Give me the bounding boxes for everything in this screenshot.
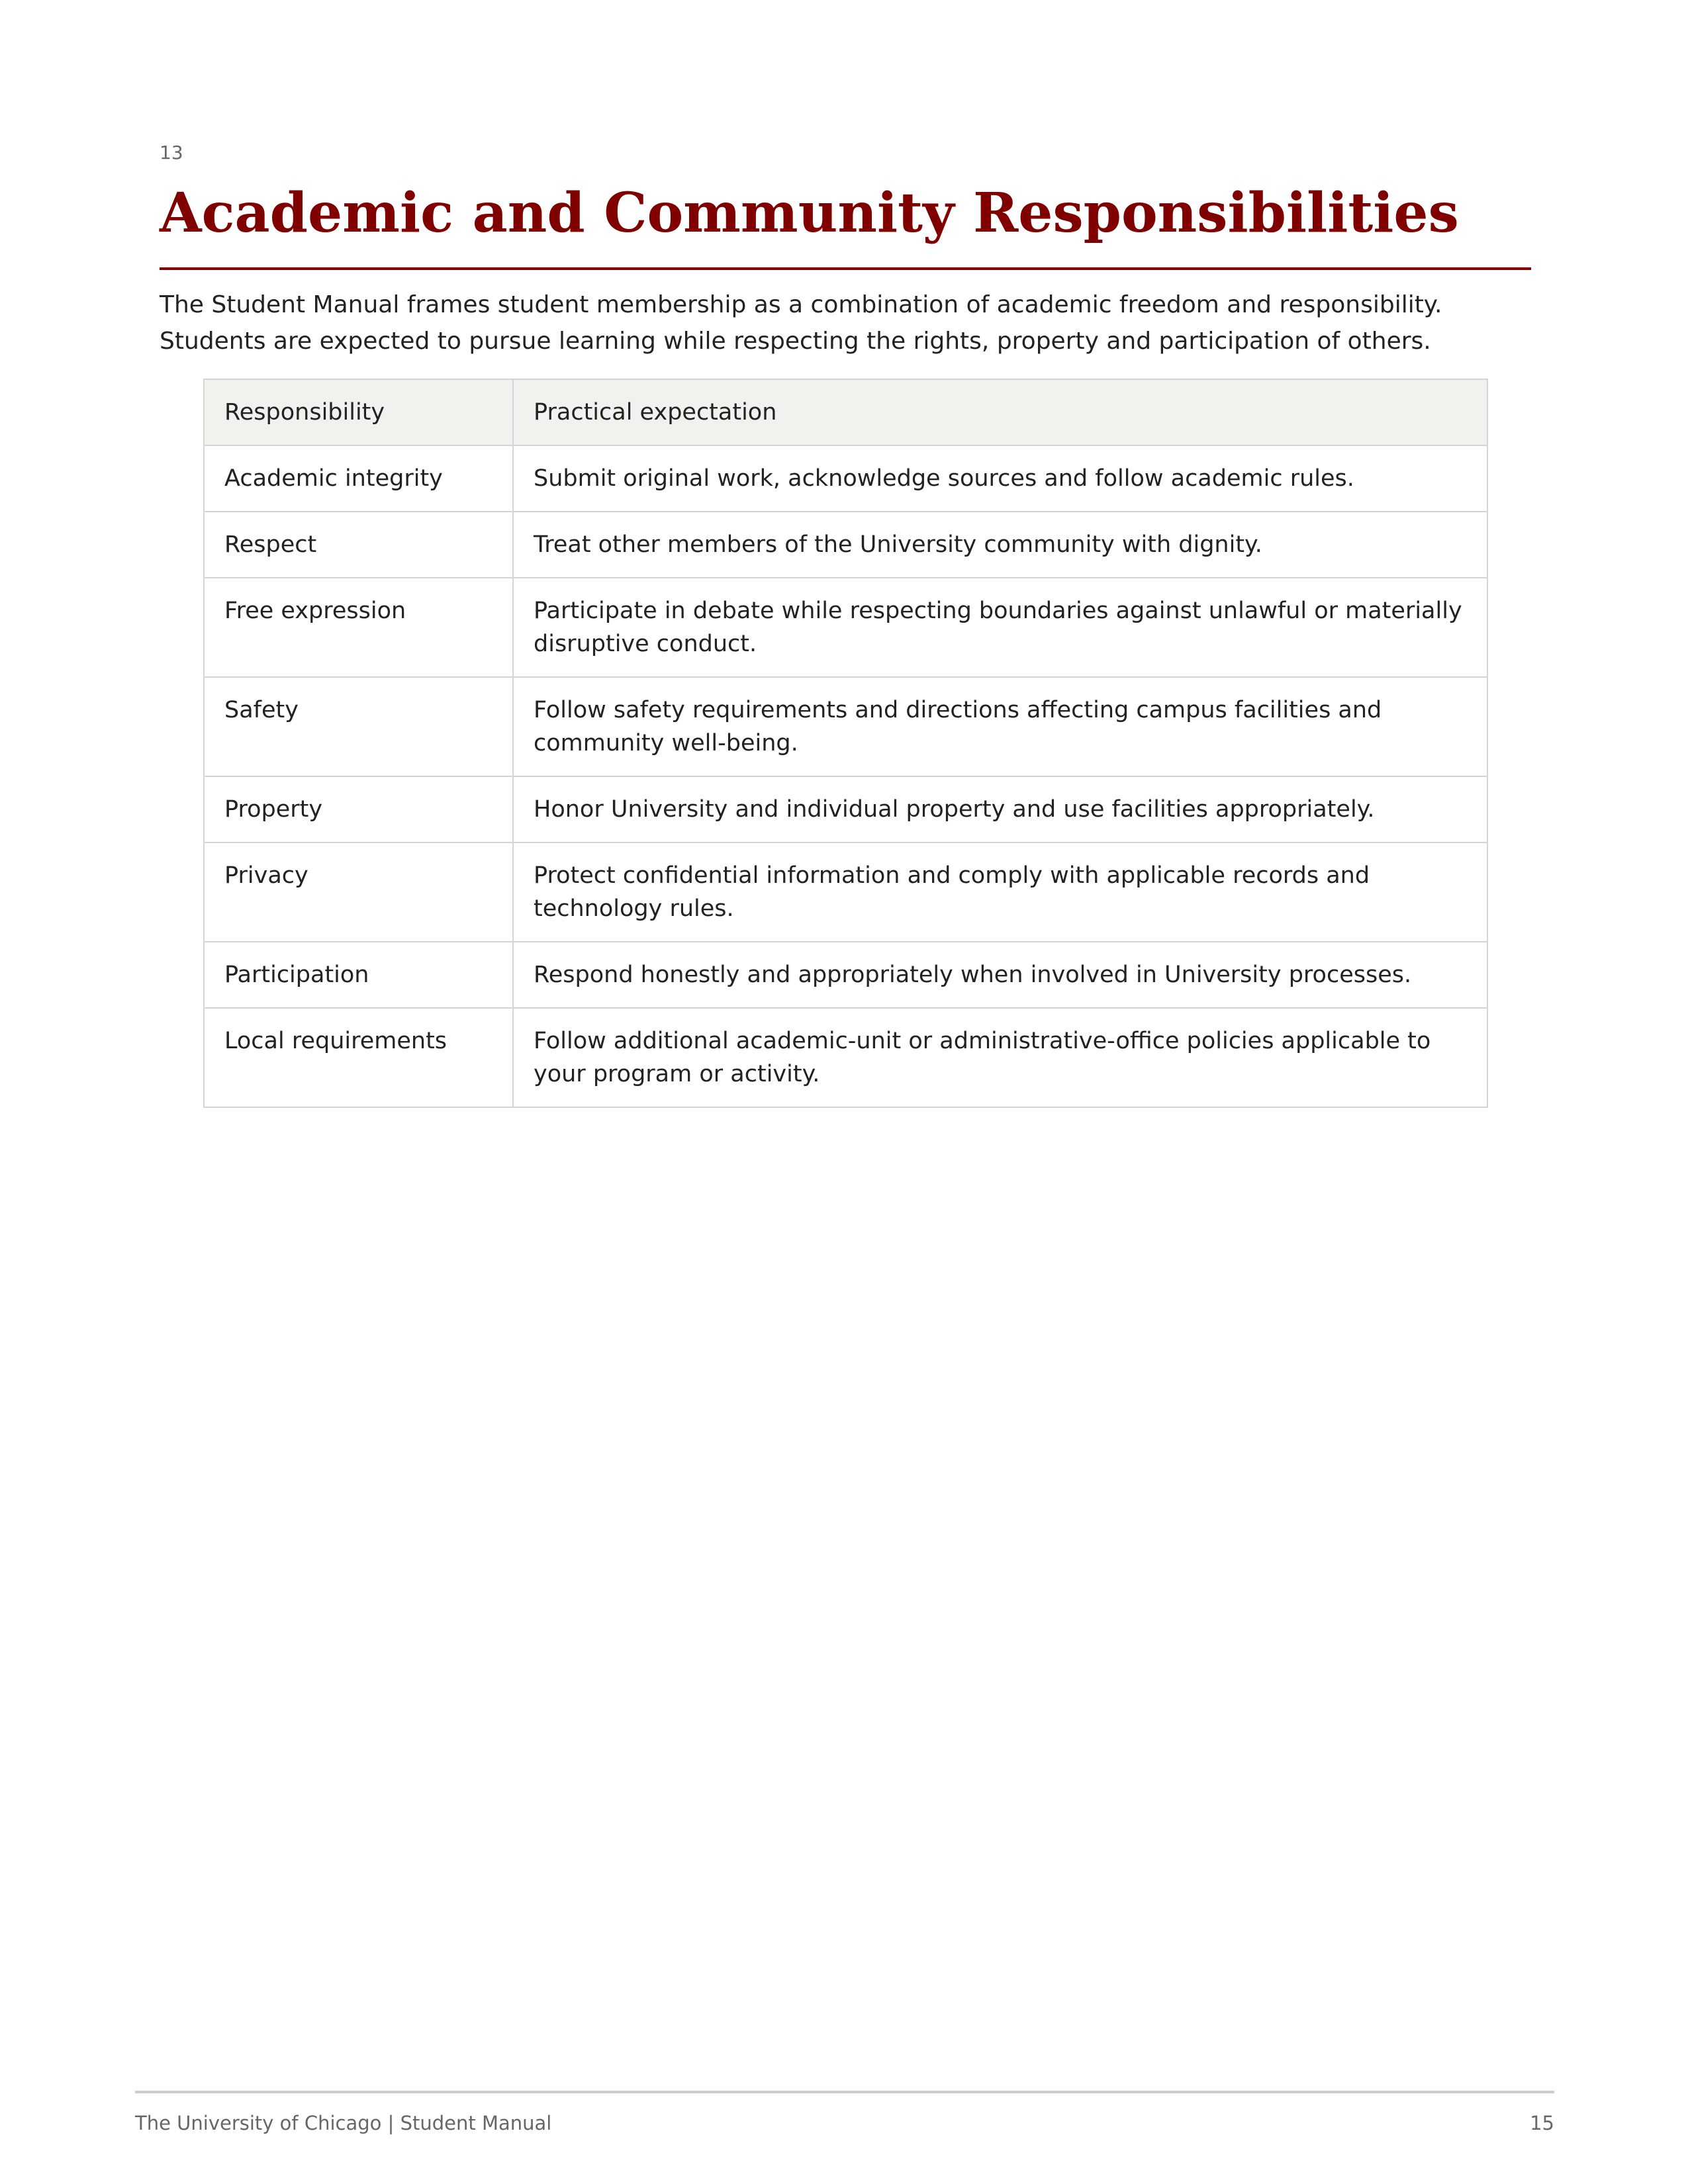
section-number: 13 (160, 142, 183, 163)
page-number: 15 (1530, 2112, 1554, 2134)
responsibility-cell: Free expression (204, 578, 513, 677)
title-divider (160, 267, 1531, 270)
responsibility-cell: Property (204, 776, 513, 842)
expectation-cell: Submit original work, acknowledge sources and follow academic rules. (513, 445, 1487, 512)
responsibility-cell: Respect (204, 512, 513, 578)
responsibility-cell: Privacy (204, 842, 513, 942)
table-row (204, 512, 1487, 578)
intro-paragraph: The Student Manual frames student membership as a combination of academic freedom and responsibility. Students are expected to pursue learning while respecting the rights, property and participation of others. (160, 291, 1442, 355)
column-header-responsibility: Responsibility (204, 379, 513, 445)
page-title: Academic and Community Responsibilities (160, 181, 1459, 245)
table-row (204, 578, 1487, 677)
responsibilities-table (203, 379, 1488, 1108)
table-row (204, 842, 1487, 942)
responsibility-cell: Participation (204, 942, 513, 1008)
expectation-cell: Treat other members of the University community with dignity. (513, 512, 1487, 578)
responsibility-cell: Academic integrity (204, 445, 513, 512)
footer-text: The University of Chicago | Student Manual (135, 2112, 552, 2134)
table-row (204, 942, 1487, 1008)
table-header-row (204, 379, 1487, 445)
table-row (204, 1008, 1487, 1107)
expectation-cell: Respond honestly and appropriately when involved in University processes. (513, 942, 1487, 1008)
responsibility-cell: Local requirements (204, 1008, 513, 1107)
responsibility-cell: Safety (204, 677, 513, 776)
footer-divider (135, 2091, 1554, 2093)
expectation-cell: Protect confidential information and comply with applicable records and technology rules. (513, 842, 1487, 942)
expectation-cell: Honor University and individual property and use facilities appropriately. (513, 776, 1487, 842)
table-row (204, 677, 1487, 776)
column-header-expectation: Practical expectation (513, 379, 1487, 445)
table-row (204, 445, 1487, 512)
expectation-cell: Follow additional academic-unit or administrative-office policies applicable to your program or activity. (513, 1008, 1487, 1107)
table-row (204, 776, 1487, 842)
expectation-cell: Participate in debate while respecting boundaries against unlawful or materially disruptive conduct. (513, 578, 1487, 677)
expectation-cell: Follow safety requirements and directions affecting campus facilities and community well-being. (513, 677, 1487, 776)
